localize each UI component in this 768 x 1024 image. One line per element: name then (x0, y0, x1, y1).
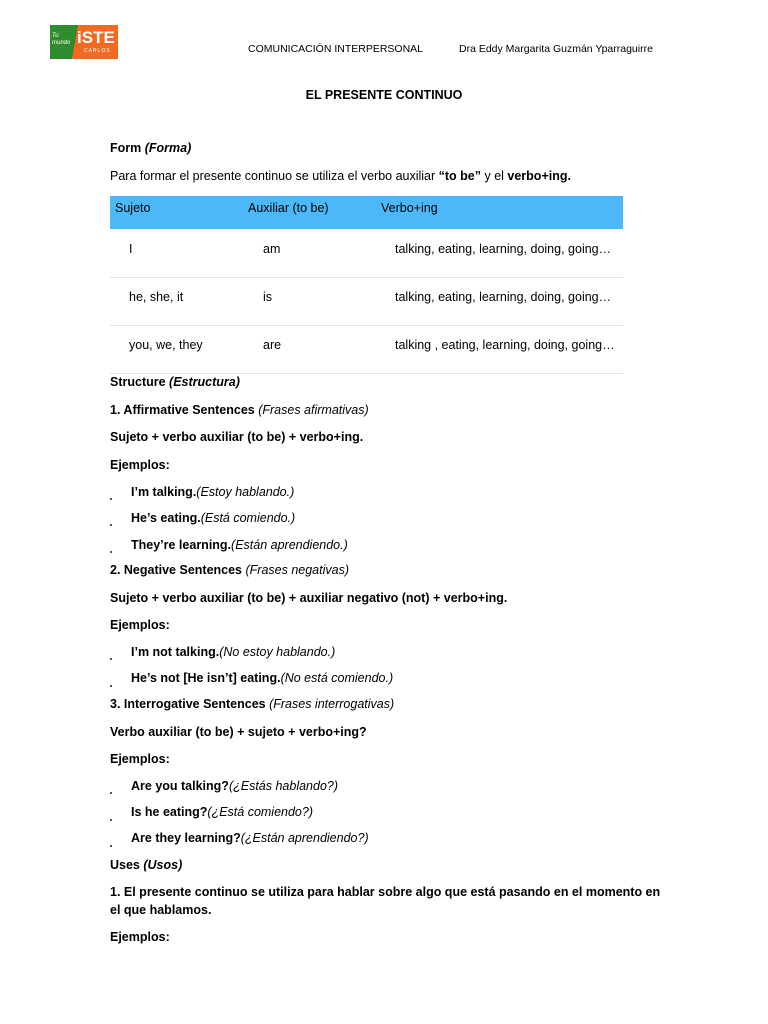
bullet-icon (110, 498, 112, 500)
structure-heading: Structure (Estructura) (110, 375, 240, 389)
list-item: Is he eating?(¿Está comiendo?) (131, 805, 314, 819)
examples-label: Ejemplos: (110, 752, 170, 766)
uses-item-1-line-2: el que hablamos. (110, 903, 212, 917)
form-intro: Para formar el presente continuo se utiliza el verbo auxiliar “to be” y el verbo+ing. (110, 169, 571, 183)
bullet-icon (110, 658, 112, 660)
table-row-divider (110, 325, 623, 326)
negative-title: 2. Negative Sentences (Frases negativas) (110, 563, 349, 577)
interrogative-title: 3. Interrogative Sentences (Frases interrogativas) (110, 697, 395, 711)
examples-label: Ejemplos: (110, 930, 170, 944)
logo-tiny-text: CARLOS (84, 48, 111, 54)
table-cell: am (263, 242, 281, 256)
list-item: He’s not [He isn’t] eating.(No está comiendo.) (131, 671, 394, 685)
examples-label: Ejemplos: (110, 618, 170, 632)
table-header-auxiliary: Auxiliar (to be) (248, 201, 329, 215)
table-header-subject: Sujeto (115, 201, 151, 215)
examples-label: Ejemplos: (110, 458, 170, 472)
table-cell: talking, eating, learning, doing, going… (395, 290, 612, 304)
affirmative-title: 1. Affirmative Sentences (Frases afirmativas) (110, 403, 369, 417)
list-item: He’s eating.(Está comiendo.) (131, 511, 296, 525)
table-cell: is (263, 290, 273, 304)
course-name: COMUNICACIÓN INTERPERSONAL (248, 43, 424, 55)
iste-logo (50, 25, 118, 59)
table-cell: I (129, 242, 133, 256)
table-header-verb: Verbo+ing (381, 201, 438, 215)
list-item: I’m not talking.(No estoy hablando.) (131, 645, 336, 659)
table-cell: you, we, they (129, 338, 203, 352)
uses-heading: Uses (Usos) (110, 858, 183, 872)
bullet-icon (110, 845, 112, 847)
list-item: They’re learning.(Están aprendiendo.) (131, 538, 348, 552)
table-cell: are (263, 338, 282, 352)
page-title: EL PRESENTE CONTINUO (305, 88, 463, 102)
form-heading: Form (Forma) (110, 141, 192, 155)
logo-small-text: Tu mundo (52, 33, 71, 46)
table-header-row (110, 196, 623, 229)
table-row-divider (110, 277, 623, 278)
affirmative-formula: Sujeto + verbo auxiliar (to be) + verbo+ing. (110, 430, 364, 444)
table-cell: talking , eating, learning, doing, going… (395, 338, 615, 352)
author-name: Dra Eddy Margarita Guzmán Yparraguirre (459, 43, 653, 55)
table-row-divider (110, 373, 623, 374)
logo-big-text: iSTE (77, 28, 115, 47)
table-cell: talking, eating, learning, doing, going… (395, 242, 612, 256)
bullet-icon (110, 551, 112, 553)
bullet-icon (110, 819, 112, 821)
list-item: Are they learning?(¿Están aprendiendo?) (131, 831, 369, 845)
interrogative-formula: Verbo auxiliar (to be) + sujeto + verbo+ing? (110, 725, 367, 739)
list-item: I’m talking.(Estoy hablando.) (131, 485, 295, 499)
list-item: Are you talking?(¿Estás hablando?) (131, 779, 339, 793)
bullet-icon (110, 792, 112, 794)
uses-item-1-line-1: 1. El presente continuo se utiliza para hablar sobre algo que está pasando en el momento en (110, 885, 661, 899)
negative-formula: Sujeto + verbo auxiliar (to be) + auxiliar negativo (not) + verbo+ing. (110, 591, 508, 605)
bullet-icon (110, 685, 112, 687)
bullet-icon (110, 524, 112, 526)
table-cell: he, she, it (129, 290, 184, 304)
